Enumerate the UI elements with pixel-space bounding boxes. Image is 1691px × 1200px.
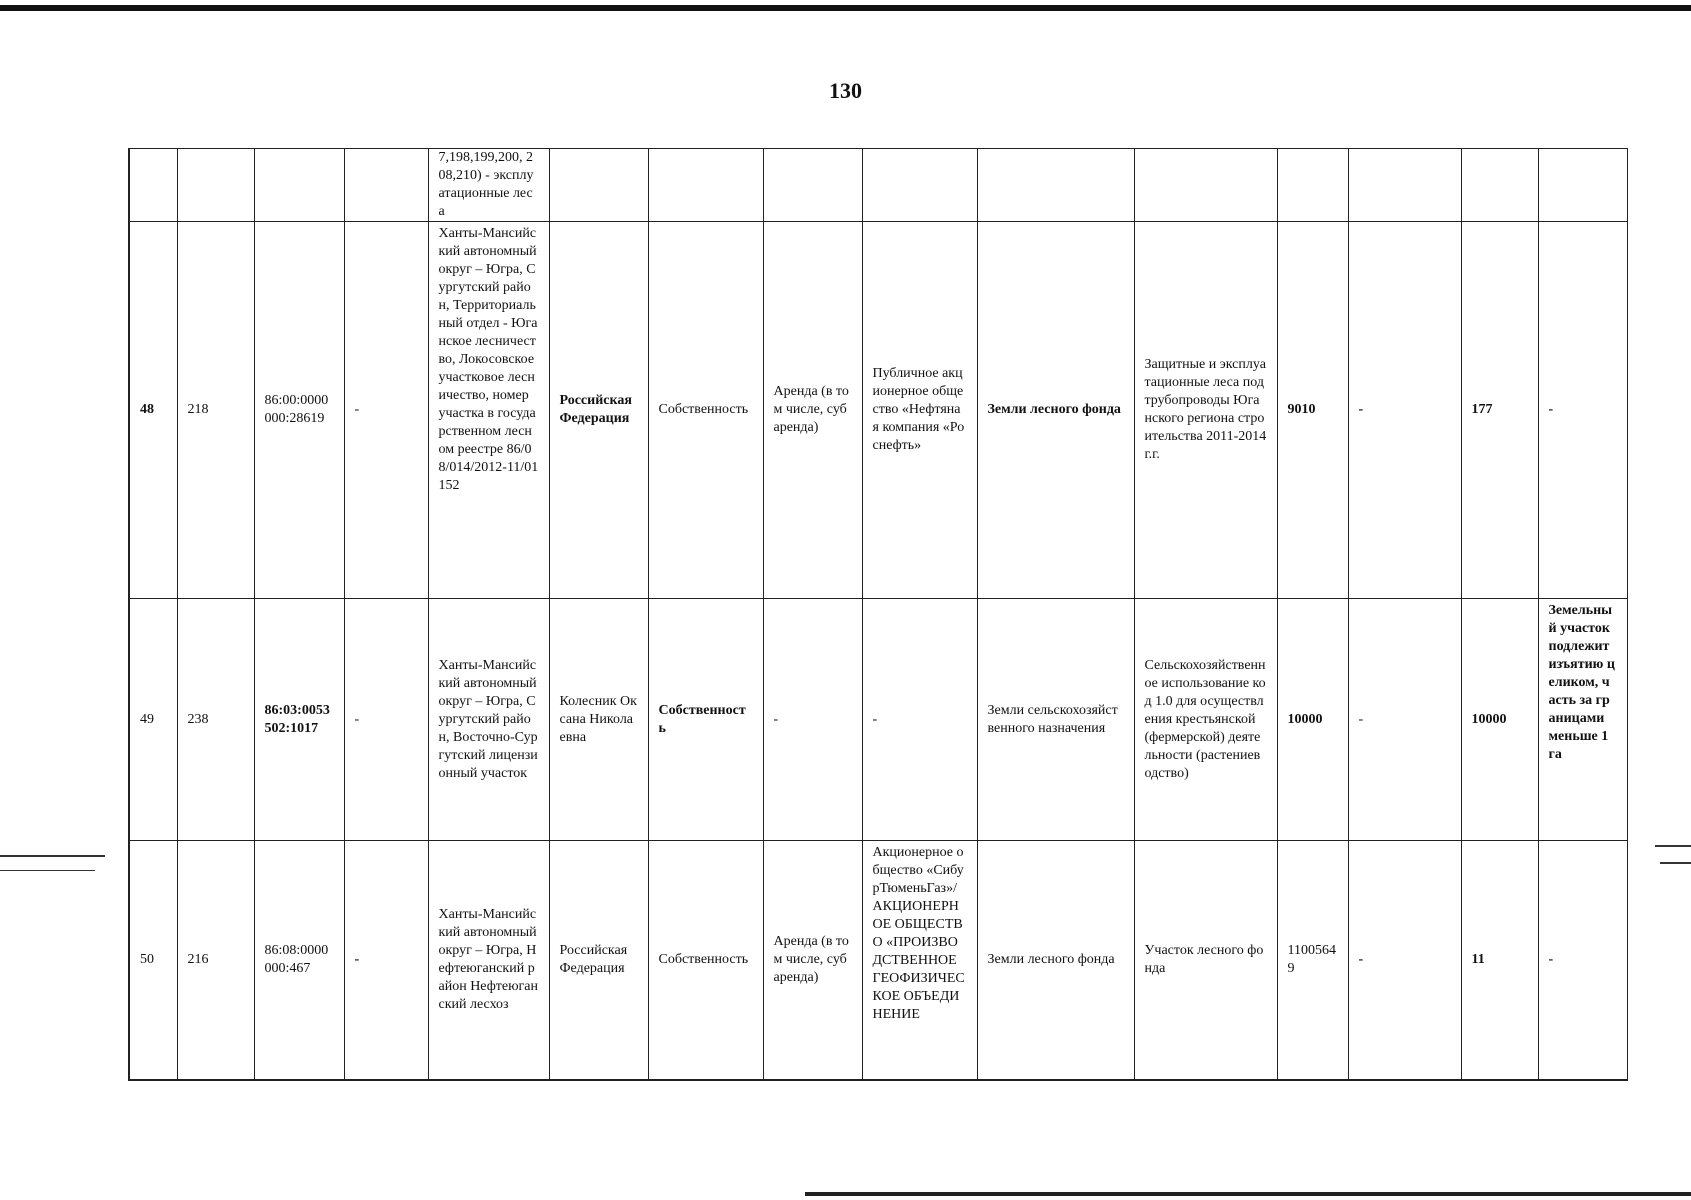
cell-right-type <box>648 149 763 222</box>
cell-permitted-use: Защитные и эксплуатационные леса под трубопроводы Юганского региона строительства 2011-2014 г.г. <box>1134 222 1277 599</box>
cell-permitted-use: Участок лесного фонда <box>1134 841 1277 1081</box>
cell-owner: Российская Федерация <box>549 841 648 1081</box>
cell-note <box>1538 149 1627 222</box>
table-row <box>129 841 1627 1081</box>
cell-right-type: Собственность <box>648 841 763 1081</box>
cell-number <box>129 149 177 222</box>
cell-cadastral-block <box>344 149 428 222</box>
cell-seized-area: 10000 <box>1461 599 1538 841</box>
cell-number: 49 <box>129 599 177 841</box>
cell-address: Ханты-Мансийский автономный округ – Югра, Сургутский район, Территориальный отдел - Юганское лесничество, Локосовское участковое лесничество, номер участка в государственном лесном реестре 86/08/014/2012-11/01152 <box>428 222 549 599</box>
cell-note: - <box>1538 222 1627 599</box>
cell-area <box>1277 149 1348 222</box>
cell-permitted-use <box>1134 149 1277 222</box>
cell-permitted-use: Сельскохозяйственное использование код 1.0 для осуществления крестьянской (фермерской) деятельности (растениеводство) <box>1134 599 1277 841</box>
cell-column-13: - <box>1348 222 1461 599</box>
cell-number: 48 <box>129 222 177 599</box>
cell-area: 9010 <box>1277 222 1348 599</box>
cell-seized-area <box>1461 149 1538 222</box>
cell-note: - <box>1538 841 1627 1081</box>
cell-encumbrance <box>763 149 862 222</box>
margin-mark-left <box>0 855 105 857</box>
cell-encumbrance: Аренда (в том числе, субаренда) <box>763 222 862 599</box>
table-row <box>129 149 1627 222</box>
cell-right-type: Собственность <box>648 599 763 841</box>
margin-mark-left-2 <box>0 870 95 871</box>
bottom-border-rule <box>805 1192 1691 1196</box>
cell-land-category <box>977 149 1134 222</box>
page-number: 130 <box>829 78 862 103</box>
cell-cadastral-number: 86:08:0000000:467 <box>254 841 344 1081</box>
cell-cadastral-block: - <box>344 599 428 841</box>
margin-mark-right <box>1655 845 1691 847</box>
table-row <box>129 599 1627 841</box>
cell-address: Ханты-Мансийский автономный округ – Югра, Сургутский район, Восточно-Сургутский лицензионный участок <box>428 599 549 841</box>
cell-land-category: Земли лесного фонда <box>977 841 1134 1081</box>
land-plots-table <box>128 148 1628 1081</box>
cell-land-category: Земли лесного фонда <box>977 222 1134 599</box>
cell-holder: - <box>862 599 977 841</box>
cell-owner <box>549 149 648 222</box>
cell-position: 216 <box>177 841 254 1081</box>
cell-cadastral-block: - <box>344 222 428 599</box>
cell-encumbrance: Аренда (в том числе, субаренда) <box>763 841 862 1081</box>
cell-address: 7,198,199,200, 208,210) - эксплуатационные леса <box>428 149 549 222</box>
margin-mark-right-2 <box>1660 862 1691 864</box>
cell-holder: Публичное акционерное общество «Нефтяная компания «Роснефть» <box>862 222 977 599</box>
cell-land-category: Земли сельскохозяйственного назначения <box>977 599 1134 841</box>
cell-area: 11005649 <box>1277 841 1348 1081</box>
cell-position: 238 <box>177 599 254 841</box>
cell-holder <box>862 149 977 222</box>
cell-owner: Колесник Оксана Николаевна <box>549 599 648 841</box>
cell-note: Земельный участок подлежит изъятию целиком, часть за границами меньше 1 га <box>1538 599 1627 841</box>
cell-seized-area: 11 <box>1461 841 1538 1081</box>
cell-cadastral-number: 86:03:0053502:1017 <box>254 599 344 841</box>
cell-cadastral-number: 86:00:0000000:28619 <box>254 222 344 599</box>
cell-column-13 <box>1348 149 1461 222</box>
cell-encumbrance: - <box>763 599 862 841</box>
cell-area: 10000 <box>1277 599 1348 841</box>
cell-column-13: - <box>1348 599 1461 841</box>
cell-right-type: Собственность <box>648 222 763 599</box>
cell-address: Ханты-Мансийский автономный округ – Югра, Нефтеюганский район Нефтеюганский лесхоз <box>428 841 549 1081</box>
top-border-rule <box>0 5 1691 11</box>
cell-cadastral-number <box>254 149 344 222</box>
table-row <box>129 222 1627 599</box>
cell-owner: Российская Федерация <box>549 222 648 599</box>
cell-cadastral-block: - <box>344 841 428 1081</box>
cell-column-13: - <box>1348 841 1461 1081</box>
cell-number: 50 <box>129 841 177 1081</box>
cell-holder: Акционерное общество «СибурТюменьГаз»/АКЦИОНЕРНОЕ ОБЩЕСТВО «ПРОИЗВОДСТВЕННОЕ ГЕОФИЗИЧЕСКОЕ ОБЪЕДИНЕНИЕ <box>862 841 977 1081</box>
cell-seized-area: 177 <box>1461 222 1538 599</box>
cell-position: 218 <box>177 222 254 599</box>
cell-position <box>177 149 254 222</box>
